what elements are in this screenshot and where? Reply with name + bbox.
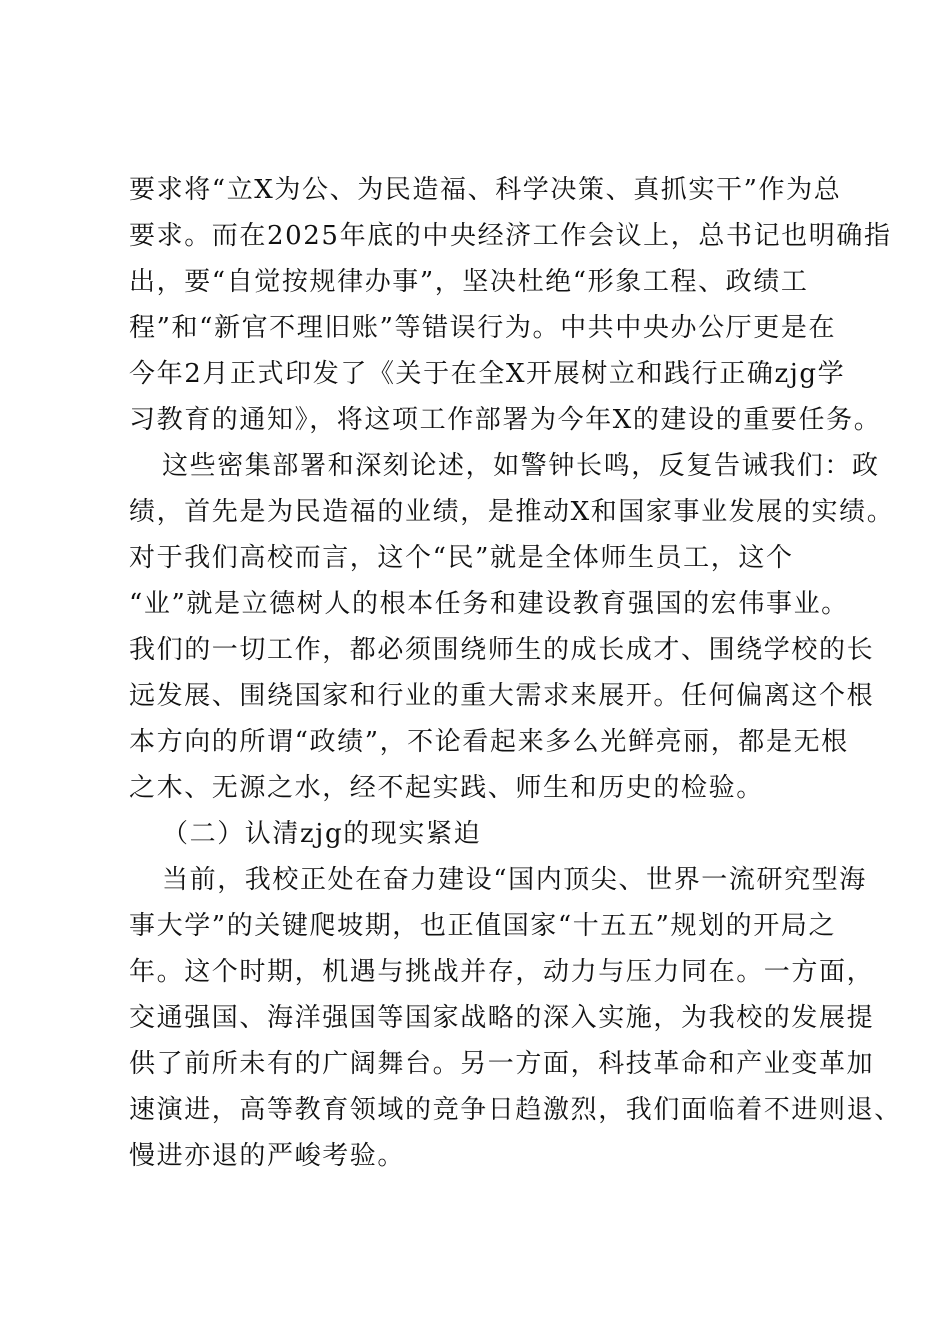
paragraph-1-line-6: 习教育的通知》，将这项工作部署为今年X的建设的重要任务。	[129, 405, 882, 435]
paragraph-2-line-7: 本方向的所谓“政绩”，不论看起来多么光鲜亮丽，都是无根	[129, 727, 849, 757]
paragraph-1-line-3: 出，要“自觉按规律办事”，坚决杜绝“形象工程、政绩工	[129, 267, 809, 297]
section-heading: （二）认清zjg的现实紧迫	[162, 819, 482, 849]
paragraph-3-line-1: 当前，我校正处在奋力建设“国内顶尖、世界一流研究型海	[162, 865, 867, 895]
paragraph-1-line-5: 今年2月正式印发了《关于在全X开展树立和践行正确zjg学	[129, 359, 846, 389]
paragraph-2-line-8: 之木、无源之水，经不起实践、师生和历史的检验。	[129, 773, 764, 803]
paragraph-3-line-6: 速演进，高等教育领域的竞争日趋激烈，我们面临着不进则退、	[129, 1095, 902, 1125]
paragraph-2-line-1: 这些密集部署和深刻论述，如警钟长鸣，反复告诫我们：政	[162, 451, 880, 481]
paragraph-2-line-3: 对于我们高校而言，这个“民”就是全体师生员工，这个	[129, 543, 794, 573]
paragraph-3-line-7: 慢进亦退的严峻考验。	[129, 1141, 406, 1171]
paragraph-2-line-6: 远发展、围绕国家和行业的重大需求来展开。任何偏离这个根	[129, 681, 875, 711]
paragraph-3-line-2: 事大学”的关键爬坡期，也正值国家“十五五”规划的开局之	[129, 911, 837, 941]
paragraph-2-line-5: 我们的一切工作，都必须围绕师生的成长成才、围绕学校的长	[129, 635, 875, 665]
paragraph-3-line-5: 供了前所未有的广阔舞台。另一方面，科技革命和产业变革加	[129, 1049, 875, 1079]
paragraph-2-line-4: “业”就是立德树人的根本任务和建设教育强国的宏伟事业。	[129, 589, 849, 619]
paragraph-1-line-1: 要求将“立X为公、为民造福、科学决策、真抓实干”作为总	[129, 175, 842, 205]
paragraph-2-line-2: 绩，首先是为民造福的业绩，是推动X和国家事业发展的实绩。	[129, 497, 895, 527]
paragraph-1-line-2: 要求。而在2025年底的中央经济工作会议上，总书记也明确指	[129, 221, 892, 251]
paragraph-3-line-3: 年。这个时期，机遇与挑战并存，动力与压力同在。一方面，	[129, 957, 875, 987]
paragraph-3-line-4: 交通强国、海洋强国等国家战略的深入实施，为我校的发展提	[129, 1003, 875, 1033]
paragraph-1-line-4: 程”和“新官不理旧账”等错误行为。中共中央办公厅更是在	[129, 313, 837, 343]
